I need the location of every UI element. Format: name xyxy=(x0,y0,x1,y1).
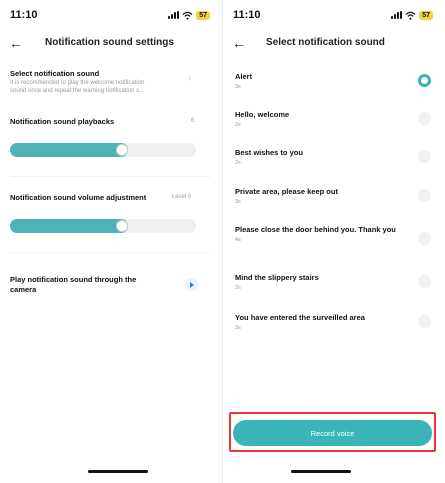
status-time: 11:10 xyxy=(233,9,261,21)
playbacks-label: Notification sound playbacks xyxy=(10,117,115,126)
page-title: Notification sound settings xyxy=(45,37,174,48)
radio-button[interactable] xyxy=(418,74,431,87)
page-title: Select notification sound xyxy=(266,37,385,48)
playbacks-slider-fill xyxy=(10,143,128,157)
divider xyxy=(10,252,210,253)
sound-option-hello-welcome[interactable] xyxy=(235,110,433,128)
radio-button[interactable] xyxy=(418,275,431,288)
chevron-right-icon: › xyxy=(188,73,192,84)
sound-name: Please close the door behind you. Thank you xyxy=(235,225,396,234)
sound-name: Best wishes to you xyxy=(235,148,303,157)
sound-option-close-door[interactable] xyxy=(235,225,433,243)
sound-name: You have entered the surveilled area xyxy=(235,313,365,322)
nav-bar xyxy=(223,34,445,54)
nav-bar xyxy=(0,34,222,54)
sound-name: Alert xyxy=(235,72,253,81)
battery-icon: 57 xyxy=(196,11,210,20)
home-indicator xyxy=(291,470,351,473)
back-arrow-icon[interactable]: ← xyxy=(232,35,246,51)
sound-duration: 3s xyxy=(235,325,241,331)
radio-button[interactable] xyxy=(418,315,431,328)
notification-settings-screen xyxy=(0,0,222,483)
volume-value: Level 6 xyxy=(172,194,192,200)
volume-label: Notification sound volume adjustment xyxy=(10,193,147,202)
sound-name: Hello, welcome xyxy=(235,110,290,119)
sound-duration: 2s xyxy=(235,122,241,128)
signal-icon xyxy=(168,11,179,19)
radio-button[interactable] xyxy=(418,232,431,245)
sound-duration: 2s xyxy=(235,160,241,166)
radio-button[interactable] xyxy=(418,189,431,202)
playbacks-value: 6 xyxy=(191,118,195,124)
signal-icon xyxy=(391,11,402,19)
battery-icon: 57 xyxy=(419,11,433,20)
volume-slider-thumb[interactable] xyxy=(116,220,128,232)
camera-play-label-line1: Play notification sound through the xyxy=(10,275,137,284)
select-sound-screen xyxy=(223,0,445,483)
status-bar xyxy=(10,6,210,24)
playbacks-slider[interactable] xyxy=(10,143,196,157)
wifi-icon xyxy=(182,11,193,20)
radio-button[interactable] xyxy=(418,150,431,163)
sound-duration: 3s xyxy=(235,84,241,90)
volume-slider-fill xyxy=(10,219,128,233)
wifi-icon xyxy=(405,11,416,20)
sound-duration: 4s xyxy=(235,237,241,243)
status-bar xyxy=(233,6,433,24)
playbacks-slider-thumb[interactable] xyxy=(116,144,128,156)
sound-option-surveilled-area[interactable] xyxy=(235,313,433,331)
sound-duration: 3s xyxy=(235,199,241,205)
select-sound-label: Select notification sound xyxy=(10,69,100,78)
sound-name: Mind the slippery stairs xyxy=(235,273,319,282)
select-sound-desc-line2: sound once and repeat the warning notification s... xyxy=(10,88,145,94)
play-icon[interactable] xyxy=(185,278,198,291)
sound-option-slippery-stairs[interactable] xyxy=(235,273,433,291)
sound-option-private-area[interactable] xyxy=(235,187,433,205)
sound-duration: 2s xyxy=(235,285,241,291)
home-indicator xyxy=(88,470,148,473)
divider xyxy=(10,176,210,177)
volume-slider[interactable] xyxy=(10,219,196,233)
sound-option-alert[interactable] xyxy=(235,72,433,90)
sound-option-best-wishes[interactable] xyxy=(235,148,433,166)
camera-play-label-line2: camera xyxy=(10,285,37,294)
status-time: 11:10 xyxy=(10,9,38,21)
radio-button[interactable] xyxy=(418,112,431,125)
select-sound-desc-line1: It is recommended to play the welcome notification xyxy=(10,80,145,86)
sound-name: Private area, please keep out xyxy=(235,187,338,196)
back-arrow-icon[interactable]: ← xyxy=(9,35,23,51)
record-voice-button[interactable]: Record voice xyxy=(233,420,432,446)
